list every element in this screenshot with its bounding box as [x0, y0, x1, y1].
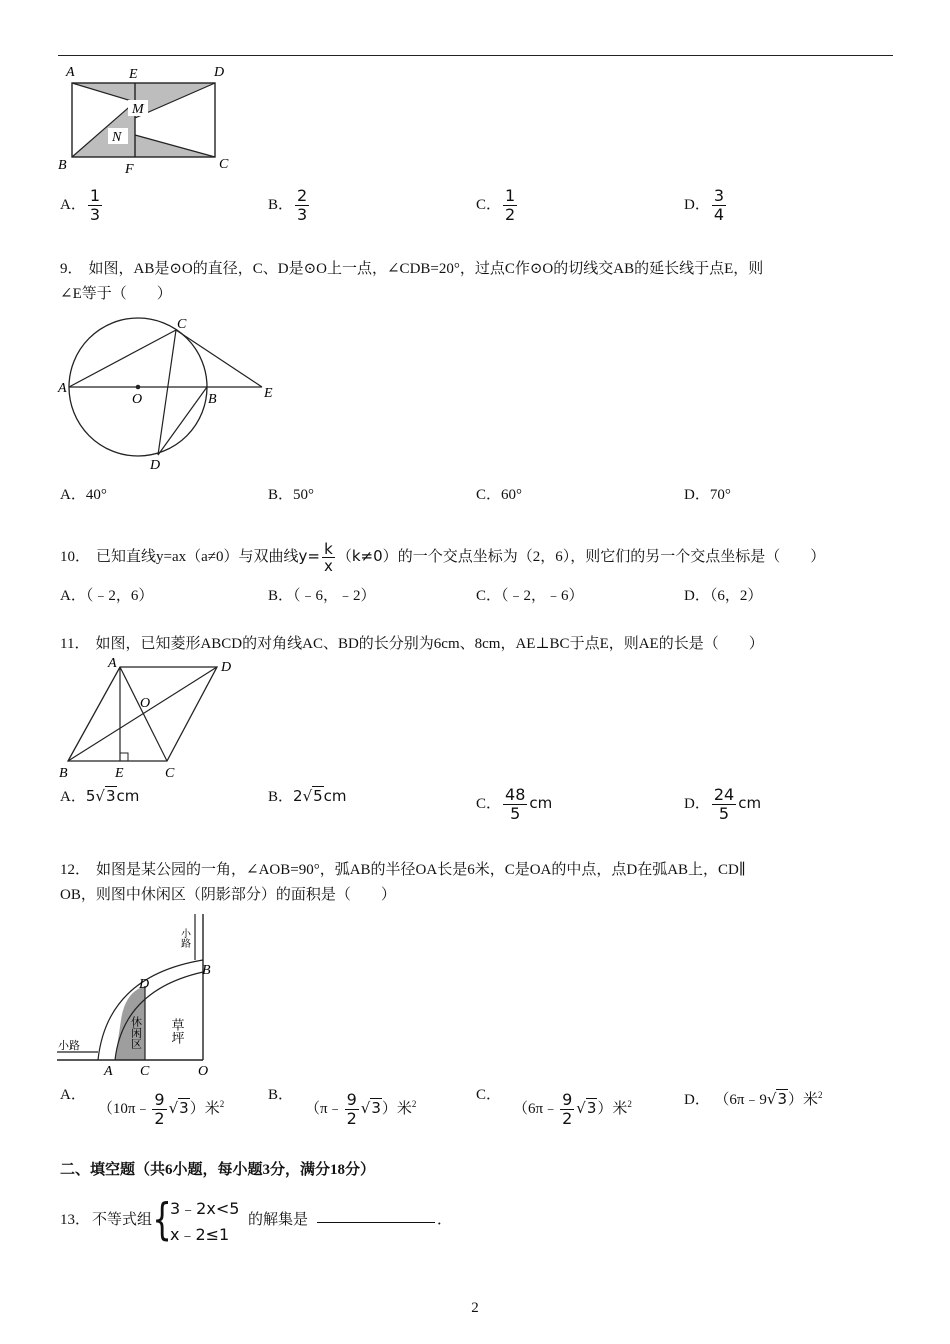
q12-label-road-top: 小路: [178, 928, 190, 948]
option-text: 40°: [85, 487, 107, 503]
q13-text-after: 的解集是: [248, 1212, 309, 1228]
option-lead: （6π﹣: [513, 1100, 559, 1117]
numerator: 9: [562, 1090, 573, 1109]
q13-inequality-1: 3﹣2x<5: [170, 1199, 240, 1218]
unit: cm: [116, 787, 140, 805]
q9-line2: ∠E等于（ ）: [60, 286, 172, 302]
numerator: 1: [505, 186, 516, 205]
q12-option-b[interactable]: [268, 1085, 416, 1128]
option-letter: B．: [268, 487, 294, 503]
q11-right-angle: [120, 753, 128, 761]
q9-label: O: [132, 392, 143, 407]
superscript: 2: [219, 1098, 225, 1109]
coefficient: 2: [293, 787, 303, 805]
q9-stem: [60, 257, 763, 307]
q9-line-ac: [69, 330, 176, 387]
fraction: [345, 1091, 359, 1128]
q12-option-c[interactable]: [476, 1085, 632, 1128]
option-text: （6，2）: [709, 588, 763, 604]
option-text: 70°: [709, 487, 731, 503]
q9-center-dot: [136, 385, 141, 390]
unit: cm: [738, 793, 762, 812]
q12-option-d[interactable]: [684, 1085, 823, 1110]
q11-stem: [60, 632, 764, 657]
q13-stem: [60, 1196, 480, 1248]
q10-text-before: 已知直线y=ax（a≠0）与双曲线: [96, 549, 299, 565]
sqrt: √3: [576, 1098, 597, 1117]
option-letter: A．: [60, 789, 86, 805]
option-tail: ）米: [788, 1092, 819, 1108]
q13-text-before: 不等式组: [92, 1212, 153, 1228]
radicand: 5: [313, 787, 323, 805]
denominator: 2: [505, 205, 516, 224]
option-lead: （π﹣: [305, 1100, 343, 1117]
q9-figure: [52, 312, 284, 477]
option-letter: D．: [684, 795, 710, 812]
numerator: 9: [346, 1090, 357, 1109]
option-letter: D．: [684, 196, 710, 213]
fraction: [295, 187, 309, 224]
q12-label-road-left: 小路: [58, 1039, 80, 1052]
q12-option-a[interactable]: [60, 1085, 224, 1128]
fraction: [712, 786, 736, 823]
q8-figure: [55, 62, 240, 177]
q8-option-d[interactable]: [684, 187, 728, 224]
q9-label: E: [264, 386, 273, 401]
q11-label: C: [165, 766, 175, 781]
option-letter: A．: [60, 487, 86, 503]
q9-line-cd: [158, 330, 176, 455]
sqrt: √3: [360, 1098, 381, 1117]
superscript: 2: [627, 1098, 632, 1109]
denominator: 5: [510, 804, 521, 823]
option-letter: A．: [60, 196, 86, 213]
q12-figure: [55, 910, 235, 1080]
q9-line1: 如图，AB是⊙O的直径，C、D是⊙O上一点，∠CDB=20°，过点C作⊙O的切线交AB的延长线于点E，则: [88, 261, 764, 277]
q9-option-a[interactable]: [60, 485, 107, 505]
numerator: 48: [505, 785, 526, 804]
q9-option-c[interactable]: [476, 485, 522, 505]
option-letter: D．: [684, 1092, 710, 1108]
q8-label: B: [58, 158, 67, 173]
fraction: [503, 786, 527, 823]
q9-line-ce: [176, 330, 262, 387]
sqrt: √3: [168, 1098, 189, 1117]
option-letter: B．: [268, 196, 294, 213]
q9-label: B: [208, 392, 217, 407]
unit: cm: [529, 793, 553, 812]
option-tail: ）米: [189, 1100, 220, 1117]
q12-line1: 如图是某公园的一角，∠AOB=90°，弧AB的半径OA长是6米，C是OA的中点，点D在弧AB上，CD∥: [96, 862, 746, 878]
fraction: [152, 1091, 166, 1128]
q13-answer-blank[interactable]: [317, 1208, 435, 1223]
q11-label: A: [108, 656, 117, 671]
q12-label: B: [202, 963, 211, 978]
q11-option-b[interactable]: [268, 786, 347, 807]
q10-option-c[interactable]: [476, 586, 584, 606]
q8-label: F: [125, 162, 134, 177]
denominator: 5: [718, 804, 730, 823]
option-letter: B．: [268, 588, 294, 604]
option-letter: C．: [476, 487, 502, 503]
q10-formula-prefix: y=: [298, 547, 320, 565]
q11-text: 如图，已知菱形ABCD的对角线AC、BD的长分别为6cm、8cm，AE⊥BC于点E，则AE的长是（ ）: [95, 636, 764, 652]
q8-label: E: [129, 67, 138, 82]
numerator: 24: [713, 785, 735, 804]
q13-inequality-2: x﹣2≤1: [170, 1225, 230, 1244]
q12-stem: [60, 858, 746, 908]
coefficient: 5: [85, 787, 96, 805]
q10-stem: [60, 538, 825, 575]
question-number: 11．: [60, 636, 90, 652]
q11-option-c[interactable]: [476, 786, 552, 823]
question-number: 9．: [60, 261, 83, 277]
superscript: 2: [818, 1090, 823, 1100]
denominator: 3: [89, 205, 101, 224]
option-text: （﹣6，﹣2）: [293, 588, 376, 604]
sqrt: √3: [766, 1090, 788, 1108]
q12-line2: OB，则图中休闲区（阴影部分）的面积是（ ）: [60, 887, 396, 903]
q11-figure: [55, 655, 245, 785]
option-letter: A．: [60, 1087, 86, 1103]
fraction: [503, 187, 517, 224]
question-number: 12．: [60, 862, 91, 878]
header-rule: [58, 55, 893, 56]
q13-end: ．: [437, 1212, 453, 1228]
denominator: 2: [154, 1109, 165, 1128]
option-letter: C．: [476, 196, 502, 213]
option-letter: C．: [476, 1087, 502, 1103]
q9-line-db: [158, 387, 207, 455]
q12-label-grass: 草坪: [168, 1018, 184, 1044]
q11-label: O: [140, 696, 151, 711]
q10-option-b[interactable]: [268, 586, 376, 606]
question-number: 13．: [60, 1212, 91, 1228]
option-lead: （10π﹣: [97, 1100, 151, 1117]
q9-label: C: [177, 317, 187, 332]
radicand: 3: [586, 1098, 597, 1117]
q8-label: C: [219, 157, 229, 172]
q9-label: D: [150, 458, 161, 473]
option-letter: C．: [476, 588, 502, 604]
brace: {: [152, 1194, 172, 1245]
q8-label: M: [132, 102, 144, 117]
denominator: x: [323, 557, 333, 576]
numerator: 1: [89, 186, 101, 205]
q10-text-after: 的一个交点坐标为（2，6），则它们的另一个交点坐标是（ ）: [397, 549, 826, 565]
fraction: [560, 1091, 574, 1128]
option-letter: B．: [268, 1087, 294, 1103]
q11-label: B: [59, 766, 68, 781]
q8-label: N: [112, 130, 122, 145]
radicand: 3: [105, 787, 116, 805]
sqrt: √3: [95, 787, 116, 805]
q12-arc-outer: [98, 960, 203, 1060]
numerator: 2: [297, 186, 308, 205]
page-number: 2: [471, 1300, 479, 1316]
numerator: 9: [154, 1090, 165, 1109]
fraction: [712, 187, 726, 224]
option-text: 60°: [501, 487, 523, 503]
q9-label: A: [58, 381, 67, 396]
q12-label: O: [198, 1064, 209, 1079]
denominator: 2: [562, 1109, 573, 1128]
q8-option-a[interactable]: [60, 187, 104, 224]
option-letter: D．: [684, 487, 710, 503]
q11-option-a[interactable]: [60, 786, 139, 807]
option-text: （﹣2，﹣6）: [501, 588, 584, 604]
unit: cm: [323, 787, 347, 805]
q9-option-b[interactable]: [268, 485, 314, 505]
option-tail: ）米: [381, 1100, 412, 1117]
q10-formula-cond: （k≠0）: [336, 547, 398, 565]
option-text: （﹣2，6）: [85, 588, 154, 604]
q8-label: D: [214, 65, 225, 80]
section-heading: 二、填空题（共6小题，每小题3分，满分18分）: [60, 1162, 376, 1178]
radicand: 3: [179, 1098, 189, 1117]
fraction: [322, 541, 335, 574]
option-lead: （6π﹣9: [721, 1092, 767, 1108]
q9-option-d[interactable]: [684, 485, 731, 505]
fraction: [88, 187, 102, 224]
q11-label: E: [115, 766, 124, 781]
q12-label: D: [139, 977, 150, 992]
option-letter: C．: [476, 795, 502, 812]
numerator: k: [324, 540, 333, 559]
sqrt: √5: [302, 787, 323, 805]
numerator: 3: [713, 186, 725, 205]
denominator: 4: [713, 205, 725, 224]
superscript: 2: [411, 1098, 417, 1109]
option-letter: B．: [268, 789, 294, 805]
option-text: 50°: [293, 487, 315, 503]
q11-option-d[interactable]: [684, 786, 761, 823]
option-tail: ）米: [597, 1100, 628, 1117]
q8-label: A: [66, 65, 75, 80]
q11-label: D: [221, 660, 232, 675]
q12-label-rest: 休闲区: [129, 1016, 143, 1049]
q11-diag-bd: [68, 667, 217, 761]
q8-option-c[interactable]: [476, 187, 519, 224]
radicand: 3: [777, 1090, 788, 1108]
q10-option-d[interactable]: [684, 586, 762, 606]
denominator: 3: [297, 205, 308, 224]
question-number: 10．: [60, 549, 91, 565]
q12-label: C: [140, 1064, 150, 1079]
option-letter: D．: [684, 588, 710, 604]
option-letter: A．: [60, 588, 86, 604]
radicand: 3: [371, 1098, 381, 1117]
q10-option-a[interactable]: [60, 586, 153, 606]
q8-option-b[interactable]: [268, 187, 311, 224]
denominator: 2: [346, 1109, 357, 1128]
q12-label: A: [104, 1064, 113, 1079]
